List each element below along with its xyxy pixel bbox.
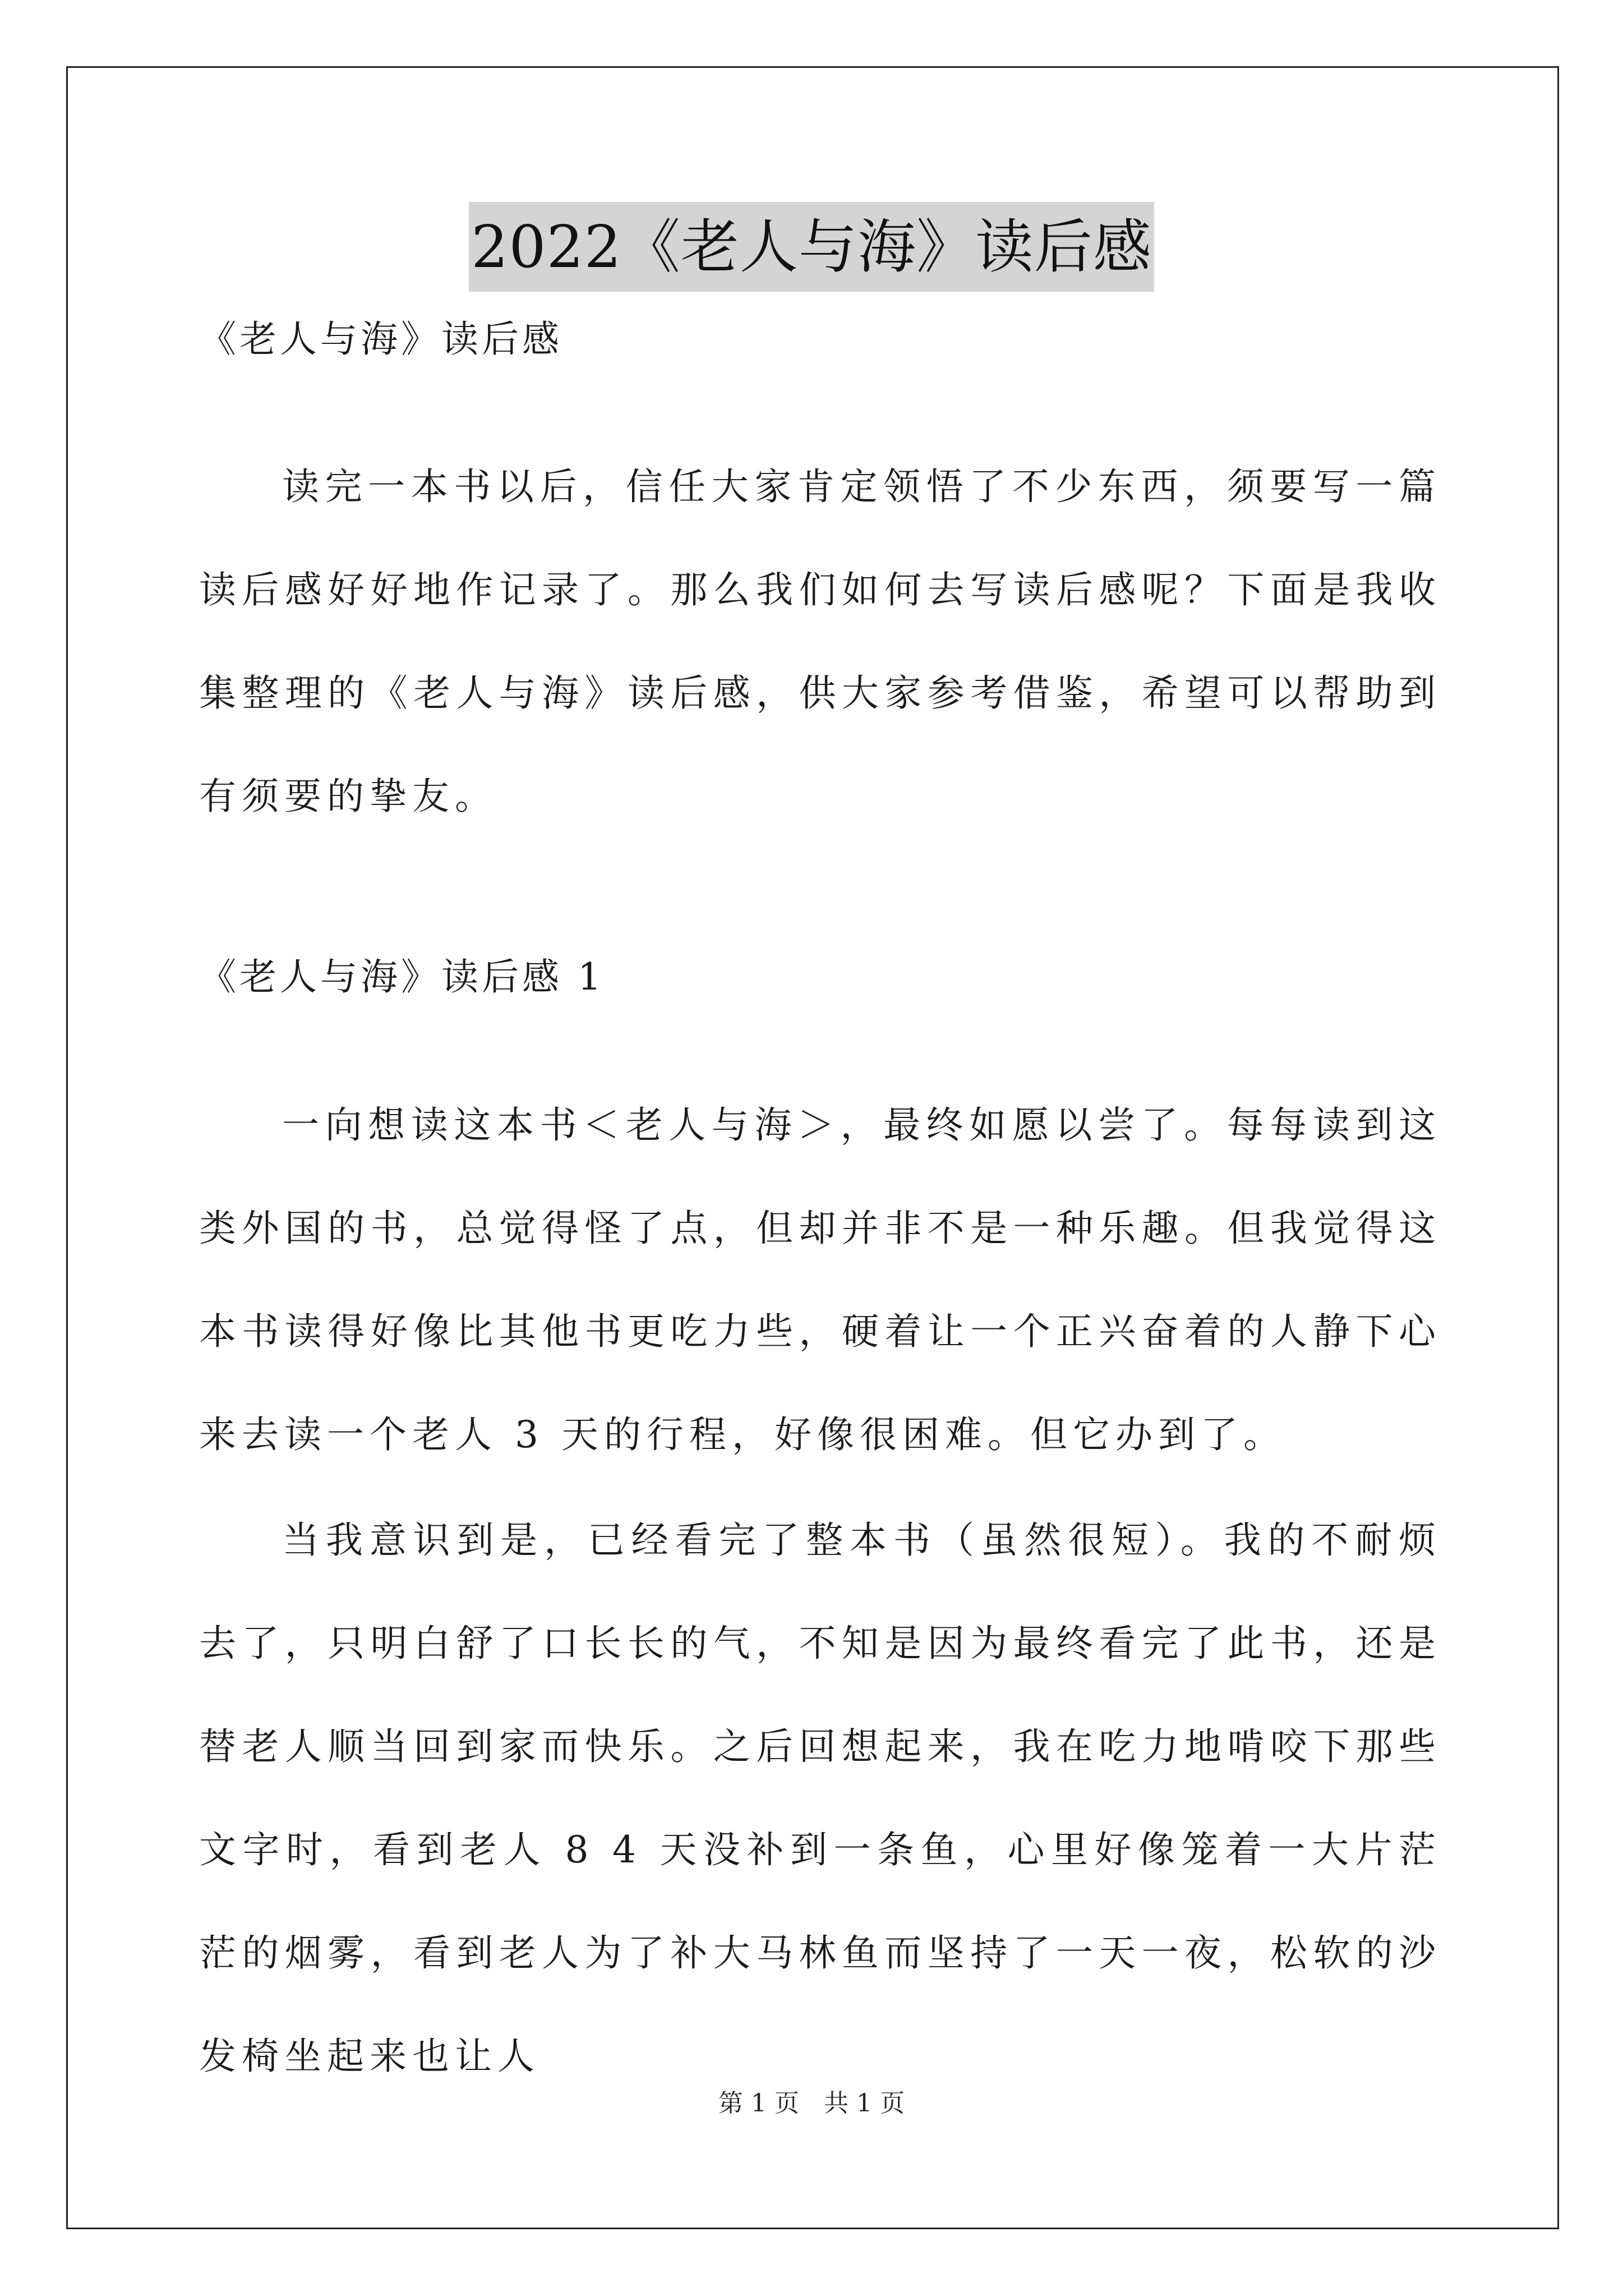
page-footer: 第 1 页 共 1 页 xyxy=(718,2089,905,2118)
title-wrap xyxy=(0,202,1623,292)
document-title: 2022《老人与海》读后感 xyxy=(469,202,1154,292)
section-1-paragraph-2: 当我意识到是，已经看完了整本书（虽然很短）。我的不耐烦去了，只明白舒了口长长的气，不知是因为最终看完了此书，还是替老人顺当回到家而快乐。之后回想起来，我在吃力地啃咬下那些文字时，看到老人 8 4 天没补到一条鱼，心里好像笼着一大片茫茫的烟雾，看到老人为了补大马林鱼而坚持了一天一夜，松软的沙发椅坐起来也让人 xyxy=(199,1519,1441,2078)
section-1-heading: 《老人与海》读后感 1 xyxy=(199,955,605,999)
intro-paragraph: 读完一本书以后，信任大家肯定领悟了不少东西，须要写一篇读后感好好地作记录了。那么我们如何去写读后感呢？下面是我收集整理的《老人与海》读后感，供大家参考借鉴，希望可以帮助到有须要的挚友。 xyxy=(199,465,1441,818)
subtitle-heading: 《老人与海》读后感 xyxy=(199,318,562,361)
section-1-paragraph-1: 一向想读这本书＜老人与海＞，最终如愿以尝了。每每读到这类外国的书，总觉得怪了点，但却并非不是一种乐趣。但我觉得这本书读得好像比其他书更吃力些，硬着让一个正兴奋着的人静下心来去读一个老人 3 天的行程，好像很困难。但它办到了。 xyxy=(199,1103,1441,1456)
